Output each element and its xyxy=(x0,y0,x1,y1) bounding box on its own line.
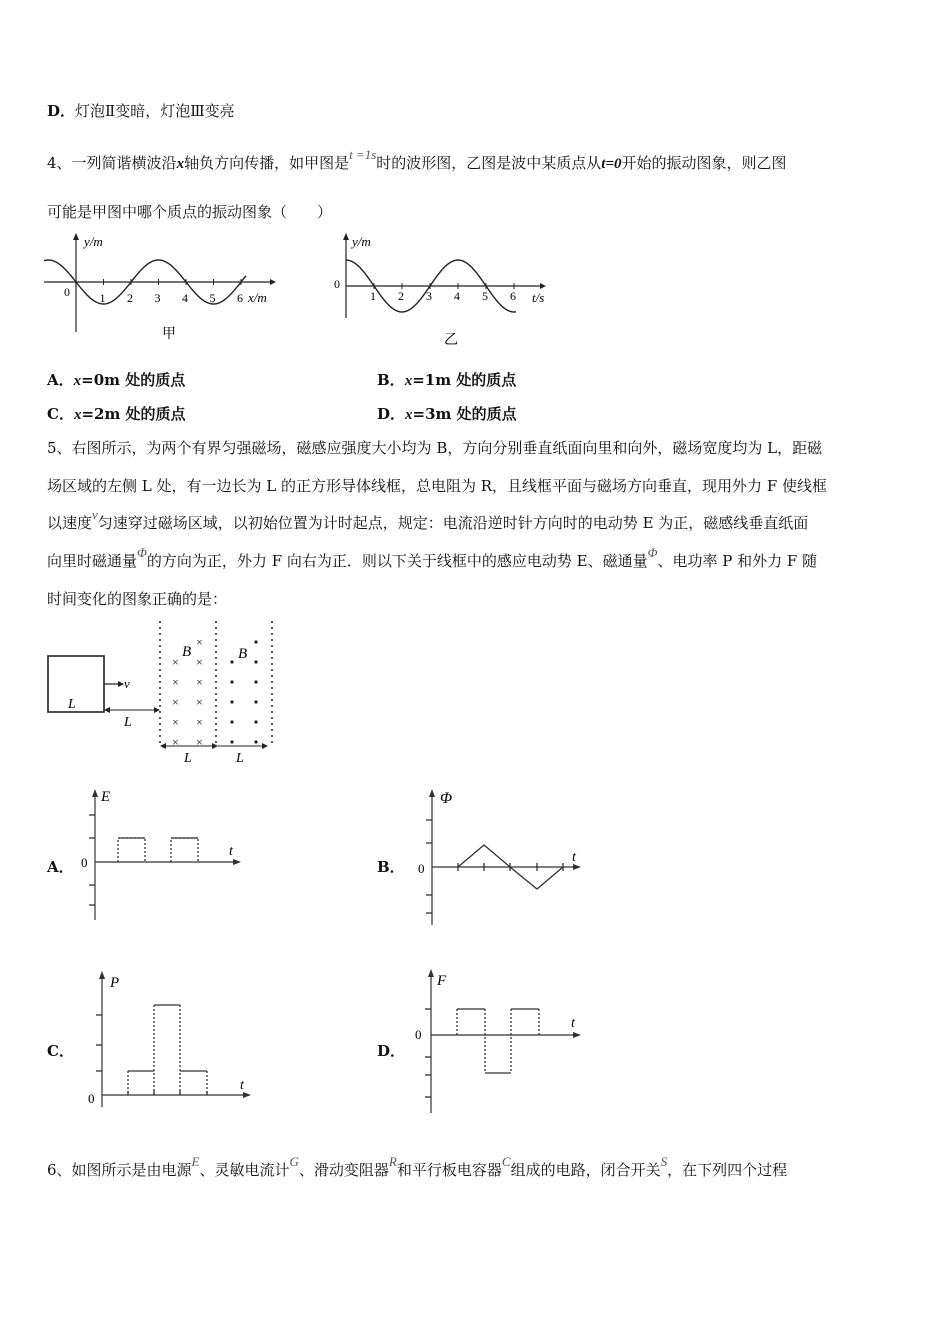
q5-text: 、电功率 P 和外力 F 随 xyxy=(657,552,818,570)
graph-a-t-label: t xyxy=(229,844,233,859)
q5-var-phi: Φ xyxy=(647,545,658,560)
coil-side-label: L xyxy=(68,697,76,712)
option-label: D． xyxy=(47,102,76,120)
magnetic-field-region xyxy=(159,621,273,749)
field-boundary-dot xyxy=(215,741,217,743)
field-boundary-dot xyxy=(159,699,161,701)
field-boundary-dot xyxy=(271,651,273,653)
graph-d-t-label: t xyxy=(571,1016,575,1031)
q5-stem-line2 xyxy=(47,476,827,496)
q5-text: 匀速穿过磁场区域，以初始位置为计时起点，规定：电流沿逆时针方向时的电动势 E 为正，磁感线垂直纸面 xyxy=(97,514,809,532)
field-boundary-dot xyxy=(159,651,161,653)
q5-text: 向里时磁通量 xyxy=(47,552,138,570)
field-cross: × xyxy=(196,695,203,709)
jia-tick-label: 6 xyxy=(237,291,243,305)
field-boundary-dot xyxy=(159,723,161,725)
q5-setup-figure xyxy=(40,618,290,768)
q5-option-d-label: D． xyxy=(377,1042,406,1060)
field-cross: × xyxy=(172,735,179,749)
q5-text: 以速度 xyxy=(47,514,93,532)
field-boundary-dot xyxy=(215,675,217,677)
q5-text: 的方向为正，外力 F 向右为正．则以下关于线框中的感应电动势 E、磁通量 xyxy=(146,552,648,570)
field-boundary-dot xyxy=(215,633,217,635)
yi-tick-label: 4 xyxy=(454,289,460,303)
graph-d-origin: 0 xyxy=(415,1027,422,1042)
q4-option-b xyxy=(377,370,516,391)
graph-c-origin: 0 xyxy=(88,1091,95,1106)
velocity-label: v xyxy=(124,676,130,691)
field-width-label: L xyxy=(236,751,244,766)
field-cross: × xyxy=(196,715,203,729)
field-boundary-dot xyxy=(215,669,217,671)
q4-text: 一列简谐横波沿 xyxy=(71,154,177,172)
field-boundary-dot xyxy=(159,687,161,689)
field-boundary-dot xyxy=(271,663,273,665)
q6-text: 组成的电路，闭合开关 xyxy=(510,1161,661,1179)
field-boundary-dot xyxy=(271,633,273,635)
yi-origin: 0 xyxy=(334,277,340,291)
q4-option-d xyxy=(377,404,517,425)
graph-a-plot xyxy=(89,815,198,905)
q4-time-label: t =1s xyxy=(349,147,377,162)
field-dot xyxy=(254,640,257,643)
field-boundary-dot xyxy=(159,693,161,695)
yi-tick-label: 6 xyxy=(510,289,516,303)
field-boundary-dot xyxy=(271,735,273,737)
q4-figure-jia xyxy=(40,230,290,350)
q4-stem-line2 xyxy=(47,202,332,222)
field-boundary-dot xyxy=(159,675,161,677)
graph-a-origin: 0 xyxy=(81,855,88,870)
field-cross: × xyxy=(172,715,179,729)
field-boundary-dot xyxy=(271,621,273,623)
q5-stem-line5 xyxy=(47,589,227,609)
q5-option-b-label: B． xyxy=(377,858,405,876)
field-width-label: L xyxy=(184,751,192,766)
graph-a-axis-label: E xyxy=(101,789,111,805)
field-boundary-dot xyxy=(159,735,161,737)
field-boundary-dot xyxy=(271,675,273,677)
field-cross: × xyxy=(196,635,203,649)
field-boundary-dot xyxy=(271,723,273,725)
q4-text: 轴负方向传播，如甲图是 xyxy=(184,154,350,172)
q4-figure-yi xyxy=(330,230,560,350)
field-boundary-dot xyxy=(215,699,217,701)
field-boundary-dot xyxy=(159,669,161,671)
q5-option-b-graph xyxy=(410,785,590,925)
field-boundary-dot xyxy=(215,651,217,653)
q4-text: 可能是甲图中哪个质点的振动图象（ ） xyxy=(47,203,333,221)
q6-text: 、灵敏电流计 xyxy=(199,1161,290,1179)
field-boundary-dot xyxy=(159,627,161,629)
q4-stem-line1 xyxy=(47,147,787,174)
option-text: =2m 处的质点 xyxy=(81,405,186,423)
gap-label: L xyxy=(124,715,132,730)
field-boundary-dot xyxy=(159,711,161,713)
option-text: =1m 处的质点 xyxy=(412,371,517,389)
field-dot xyxy=(230,740,233,743)
option-text: 灯泡Ⅱ变暗，灯泡Ⅲ变亮 xyxy=(75,102,235,120)
jia-caption: 甲 xyxy=(162,327,176,342)
q5-stem-line4 xyxy=(47,545,818,572)
field-boundary-dot xyxy=(215,645,217,647)
option-label: D． xyxy=(377,405,406,423)
field-boundary-dot xyxy=(159,681,161,683)
jia-tick-label: 5 xyxy=(209,291,216,305)
q6-stem-line1 xyxy=(47,1154,788,1181)
field-boundary-dot xyxy=(271,687,273,689)
field-b-label: B xyxy=(238,646,248,662)
field-dot xyxy=(254,660,257,663)
q4-option-c xyxy=(47,404,186,425)
field-cross: × xyxy=(196,655,203,669)
q4-text: 开始的振动图象，则乙图 xyxy=(621,154,787,172)
field-boundary-dot xyxy=(159,657,161,659)
option-label: C． xyxy=(47,405,74,423)
field-boundary-dot xyxy=(271,639,273,641)
field-cross: × xyxy=(172,655,179,669)
q5-stem-line3 xyxy=(47,507,809,534)
field-dot xyxy=(230,660,233,663)
graph-c-t-label: t xyxy=(240,1078,244,1093)
field-b-label: B xyxy=(182,644,192,660)
jia-tick-label: 4 xyxy=(182,291,188,305)
yi-tick-label: 3 xyxy=(426,289,432,303)
graph-c-plot xyxy=(96,1005,207,1095)
field-dot xyxy=(254,700,257,703)
field-boundary-dot xyxy=(215,723,217,725)
q6-text: 、滑动变阻器 xyxy=(298,1161,389,1179)
graph-d-axis-label: F xyxy=(437,973,447,989)
field-boundary-dot xyxy=(271,669,273,671)
yi-caption: 乙 xyxy=(444,333,458,348)
q4-var-t0: t=0 xyxy=(601,156,622,172)
field-boundary-dot xyxy=(271,717,273,719)
q6-var-c: C xyxy=(501,1154,511,1169)
field-boundary-dot xyxy=(215,639,217,641)
field-boundary-dot xyxy=(215,687,217,689)
field-boundary-dot xyxy=(215,711,217,713)
q6-var-g: G xyxy=(289,1154,299,1169)
graph-b-axis-label: Φ xyxy=(440,790,453,807)
option-var: x xyxy=(405,407,413,423)
q5-text: 5、右图所示，为两个有界匀强磁场，磁感应强度大小均为 B，方向分别垂直纸面向里和向外，磁场宽度均为 L，距磁 xyxy=(47,439,823,457)
field-dot xyxy=(230,720,233,723)
q5-stem-line1 xyxy=(47,438,822,458)
field-dot xyxy=(230,680,233,683)
field-boundary-dot xyxy=(271,657,273,659)
field-boundary-dot xyxy=(215,621,217,623)
field-boundary-dot xyxy=(159,729,161,731)
jia-tick-label: 2 xyxy=(127,291,133,305)
graph-b-t-label: t xyxy=(572,850,576,865)
q5-option-c-label: C． xyxy=(47,1042,74,1060)
field-boundary-dot xyxy=(271,681,273,683)
field-dot xyxy=(254,720,257,723)
field-cross: × xyxy=(196,675,203,689)
q5-option-a-label: A． xyxy=(47,858,74,876)
q5-text: 场区域的左侧 L 处，有一边长为 L 的正方形导体线框，总电阻为 R，且线框平面与磁场方向垂直，现用外力 F 使线框 xyxy=(47,477,828,495)
option-label: B． xyxy=(377,371,405,389)
q4-option-a xyxy=(47,370,185,391)
field-cross: × xyxy=(172,675,179,689)
option-var: x xyxy=(73,407,82,423)
q5-option-a-graph xyxy=(75,785,255,925)
q5-text: 时间变化的图象正确的是： xyxy=(47,590,228,608)
q3-option-d xyxy=(47,101,235,121)
field-boundary-dot xyxy=(271,699,273,701)
field-boundary-dot xyxy=(271,729,273,731)
q6-var-s: S xyxy=(660,1154,668,1169)
field-boundary-dot xyxy=(271,693,273,695)
field-boundary-dot xyxy=(215,705,217,707)
option-label: A． xyxy=(47,371,74,389)
field-boundary-dot xyxy=(215,663,217,665)
field-boundary-dot xyxy=(159,717,161,719)
field-boundary-dot xyxy=(215,681,217,683)
field-boundary-dot xyxy=(159,741,161,743)
q5-option-d-graph xyxy=(405,965,585,1115)
field-cross: × xyxy=(196,735,203,749)
field-boundary-dot xyxy=(159,633,161,635)
option-text: =3m 处的质点 xyxy=(412,405,517,423)
yi-tick-label: 1 xyxy=(370,289,376,303)
question-number: 4、 xyxy=(47,154,72,172)
field-boundary-dot xyxy=(215,627,217,629)
q6-text: ，在下列四个过程 xyxy=(667,1161,788,1179)
q4-var-x: x xyxy=(176,156,185,172)
field-boundary-dot xyxy=(215,657,217,659)
field-boundary-dot xyxy=(271,645,273,647)
yi-tick-label: 5 xyxy=(482,289,488,303)
jia-origin: 0 xyxy=(64,285,70,299)
field-boundary-dot xyxy=(271,627,273,629)
jia-tick-label: 3 xyxy=(154,291,161,305)
q6-text: 和平行板电容器 xyxy=(396,1161,502,1179)
field-dot xyxy=(254,740,257,743)
option-text: =0m 处的质点 xyxy=(81,371,186,389)
field-boundary-dot xyxy=(215,717,217,719)
q4-text: 时的波形图，乙图是波中某质点从 xyxy=(376,154,602,172)
field-cross: × xyxy=(172,695,179,709)
q5-var-v: v xyxy=(92,507,98,522)
q6-text: 6、如图所示是由电源 xyxy=(47,1161,192,1179)
q5-var-phi: Φ xyxy=(137,545,147,560)
square-coil xyxy=(48,656,104,712)
field-dot xyxy=(230,700,233,703)
field-boundary-dot xyxy=(215,729,217,731)
graph-b-origin: 0 xyxy=(418,861,425,876)
field-boundary-dot xyxy=(271,711,273,713)
field-boundary-dot xyxy=(215,735,217,737)
field-boundary-dot xyxy=(271,741,273,743)
field-boundary-dot xyxy=(271,705,273,707)
graph-c-axis-label: P xyxy=(110,975,120,991)
option-var: x xyxy=(73,373,82,389)
yi-tick-label: 2 xyxy=(398,289,404,303)
field-dot xyxy=(254,680,257,683)
q6-var-e: E xyxy=(191,1154,200,1169)
yi-xlabel: t/s xyxy=(532,290,545,305)
field-boundary-dot xyxy=(159,705,161,707)
q6-var-r: R xyxy=(388,1154,397,1169)
field-boundary-dot xyxy=(159,639,161,641)
graph-d-plot xyxy=(425,1009,539,1097)
field-boundary-dot xyxy=(159,663,161,665)
field-boundary-dot xyxy=(159,645,161,647)
field-boundary-dot xyxy=(215,693,217,695)
option-var: x xyxy=(404,373,413,389)
yi-ylabel: y/m xyxy=(352,234,371,249)
jia-xlabel: x/m xyxy=(248,290,267,305)
field-boundary-dot xyxy=(159,621,161,623)
q5-option-c-graph xyxy=(80,965,260,1115)
jia-tick-label: 1 xyxy=(99,291,106,305)
jia-ylabel: y/m xyxy=(84,234,103,249)
